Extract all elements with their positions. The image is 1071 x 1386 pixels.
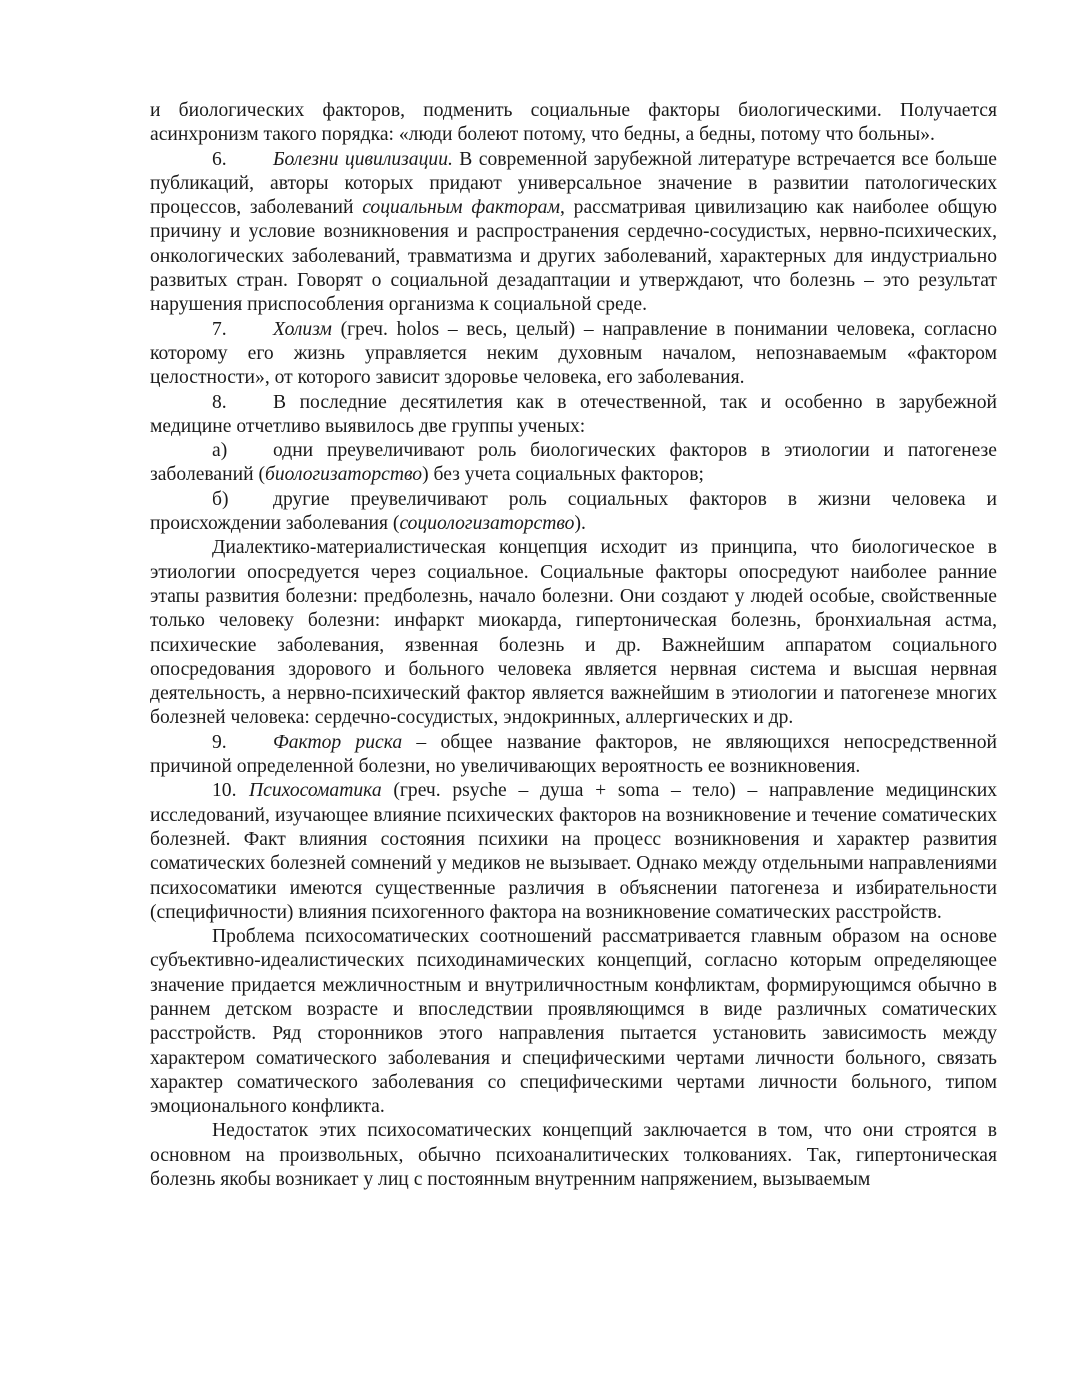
item-10-psychosomatics: 10. Психосоматика (греч. psyche – душа + soma – тело) – направление медицинских исследований, изучающее влияние психических факторов на возникновение и течение соматических болезней. Факт влияния состояния психики на процесс возникновения и характер развития соматических болезней сомнений у медиков не вызывает. Однако между отдельными направлениями психосоматики имеются существенные различия в объяснении патогенеза и избирательности (специфичности) влияния психогенного фактора на возникновение соматических расстройств. [150,780,997,923]
item-term: Болезни цивилизации. [273,148,453,170]
item-number: а) [212,440,228,462]
item-8-two-groups: 8. В последние десятилетия как в отечественной, так и особенно в зарубежной медицине отчетливо выявилось две группы ученых: [150,391,997,437]
item-9-risk-factor: 9. Фактор риска – общее название факторов, не являющихся непосредственной причиной определенной болезни, но увеличивающих вероятность ее возникновения. [150,731,997,778]
item-number: 6. [212,148,227,170]
item-term: Холизм [273,318,332,340]
item-8a-biologization: а) одни преувеличивают роль биологических факторов в этиологии и патогенезе заболеваний (биологизаторство) без учета социальных факторов; [150,440,997,486]
emphasis: социологизаторство [399,513,575,535]
item-number: 9. [212,731,227,753]
item-8b-sociologization: б) другие преувеличивают роль социальных факторов в жизни человека и происхождении заболевания (социологизаторство). [150,488,997,535]
item-number: б) [212,488,229,510]
paragraph-psychosomatic-problem: Проблема психосоматических соотношений рассматривается главным образом на основе субъективно-идеалистических психодинамических концепций, согласно которым определяющее значение придается межличностным и внутриличностным конфликтам, формирующимся обычно в раннем детском возрасте и впоследствии проявляющимся в виде различных соматических расстройств. Ряд сторонников этого направления пытается установить зависимость между характером соматического заболевания и специфическими чертами личности больного, связать характер соматического заболевания со специфическими чертами личности больного, типом эмоционального конфликта. [150,926,997,1118]
item-number: 10. [212,780,237,802]
paragraph-dialectic-concept: Диалектико-материалистическая концепция исходит из принципа, что биологическое в этиологии опосредуется через социальное. Социальные факторы опосредуют наиболее ранние этапы развития болезни: предболезнь, начало болезни. Они создают у людей особые, свойственные только человеку болезни: инфаркт миокарда, гипертоническая болезнь, бронхиальная астма, психические заболевания, язвенная болезнь и др. Важнейшим аппаратом социального опосредования здорового и больного человека является нервная система и высшая нервная деятельность, а нервно-психический фактор является важнейшим в этиологии и патогенезе многих болезней человека: сердечно-сосудистых, эндокринных, аллергических и др. [150,537,997,729]
item-number: 8. [212,391,227,413]
item-number: 7. [212,318,227,340]
paragraph-intro: и биологических факторов, подменить социальные факторы биологическими. Получается асинхронизм такого порядка: «люди болеют потому, что бедны, а бедны, потому что больны». [150,100,997,146]
item-7-holism: 7. Холизм (греч. holos – весь, целый) – направление в понимании человека, согласно которому его жизнь управляется неким духовным началом, непознаваемым «фактором целостности», от которого зависит здоровье человека, его заболевания. [150,318,997,389]
item-term: Фактор риска [273,731,403,753]
emphasis: социальным факторам [362,197,560,219]
emphasis: биологизаторство [265,464,423,486]
item-term: Психосоматика [249,780,382,802]
paragraph-concept-deficiency: Недостаток этих психосоматических концепций заключается в том, что они строятся в основном на произвольных, обычно психоаналитических толкованиях. Так, гипертоническая болезнь якобы возникает у лиц с постоянным внутренним напряжением, вызываемым [150,1120,997,1191]
item-6-civilization-diseases: 6. Болезни цивилизации. В современной зарубежной литературе встречается все больше публикаций, авторы которых придают универсальное значение в развитии патологических процессов, заболеваний социальным факторам, рассматривая цивилизацию как наиболее общую причину и условие возникновения и распространения сердечно-сосудистых, нервно-психических, онкологических заболеваний, травматизма и других заболеваний, характерных для индустриально развитых стран. Говорят о социальной дезадаптации и утверждают, что болезнь – это результат нарушения приспособления организма к социальной среде. [150,148,997,316]
